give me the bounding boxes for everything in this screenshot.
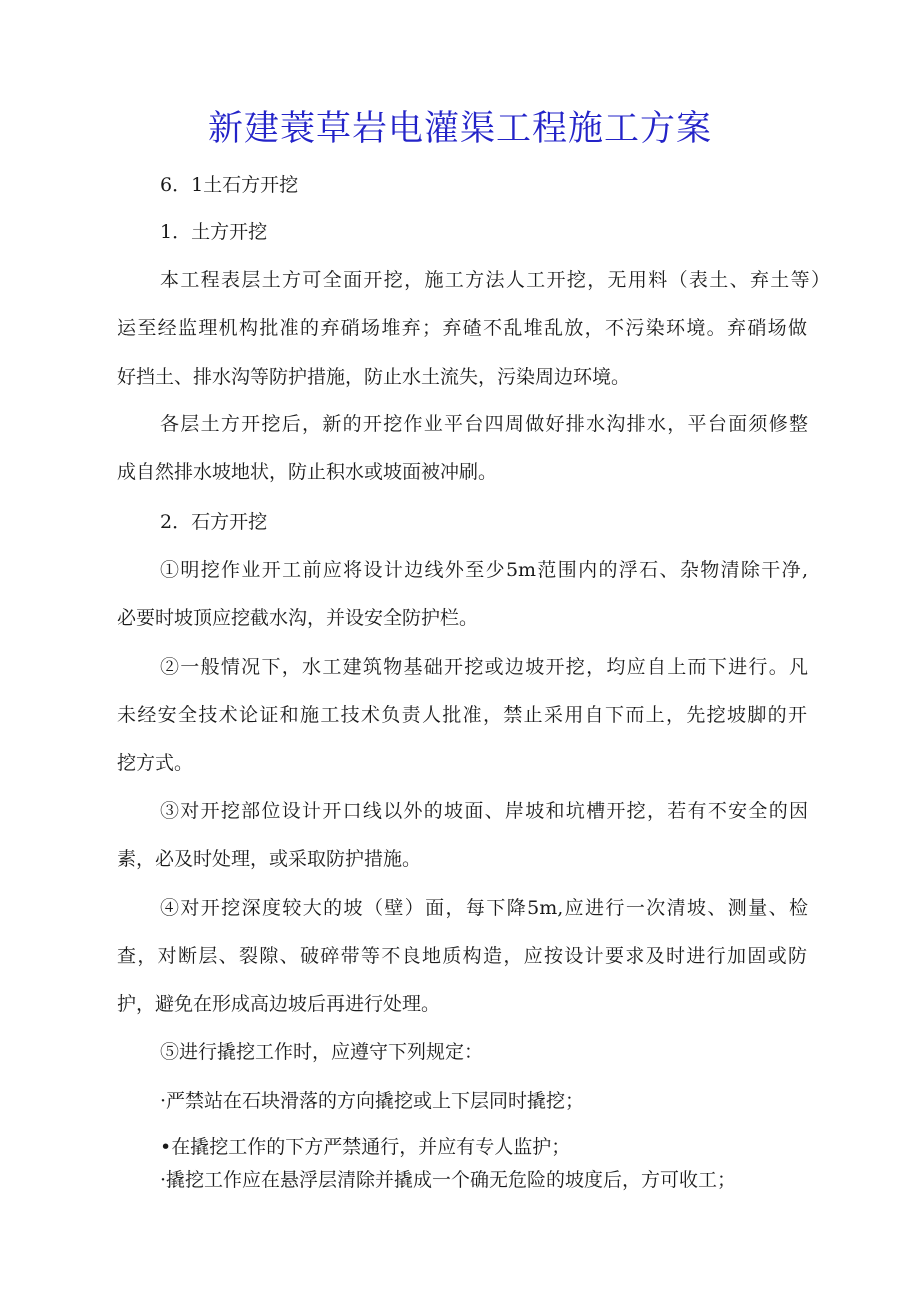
- list-item-line: 必要时坡顶应挖截水沟，并设安全防护栏。: [117, 607, 479, 629]
- document-title: 新建蓑草岩电灌渠工程施工方案: [207, 109, 712, 149]
- list-item-line: ②一般情况下，水工建筑物基础开挖或边坡开挖，均应自上而下进行。凡: [160, 656, 808, 678]
- paragraph-line: 本工程表层土方可全面开挖，施工方法人工开挖，无用料（表土、弃土等）: [160, 269, 830, 291]
- paragraph-line: 运至经监理机构批准的弃硝场堆弃；弃碴不乱堆乱放，不污染环境。弃硝场做: [117, 317, 807, 339]
- list-item-line: 素，必及时处理，或采取防护措施。: [117, 848, 422, 870]
- list-item-line: 未经安全技术论证和施工技术负责人批准，禁止采用自下而上，先挖坡脚的开: [117, 704, 807, 726]
- list-item-line: 护，避免在形成高边坡后再进行处理。: [117, 993, 441, 1015]
- list-item-line: ⑤进行撬挖工作时，应遵守下列规定：: [160, 1041, 484, 1063]
- bullet-item: •在撬挖工作的下方严禁通行，并应有专人监护；: [160, 1136, 571, 1158]
- paragraph-line: 各层土方开挖后，新的开挖作业平台四周做好排水沟排水，平台面须修整: [160, 413, 808, 435]
- list-item-line: ③对开挖部位设计开口线以外的坡面、岸坡和坑槽开挖，若有不安全的因: [160, 800, 808, 822]
- list-item-line: 查，对断层、裂隙、破碎带等不良地质构造，应按设计要求及时进行加固或防: [117, 945, 807, 967]
- bullet-item: ·撬挖工作应在悬浮层清除并撬成一个确无危险的坡度后，方可收工；: [160, 1169, 737, 1191]
- list-item-line: 挖方式。: [117, 752, 194, 774]
- list-item-line: ①明挖作业开工前应将设计边线外至少5m范围内的浮石、杂物清除干净,: [160, 559, 808, 581]
- list-item-line: ④对开挖深度较大的坡（壁）面，每下降5m,应进行一次清坡、测量、检: [160, 897, 808, 919]
- subsection-heading-rock: 2．石方开挖: [160, 511, 268, 533]
- subsection-heading-earth: 1．土方开挖: [160, 221, 268, 243]
- paragraph-line: 好挡土、排水沟等防护措施，防止水土流失，污染周边环境。: [117, 366, 631, 388]
- paragraph-line: 成自然排水坡地状，防止积水或坡面被冲刷。: [117, 461, 498, 483]
- bullet-item: ·严禁站在石块滑落的方向撬挖或上下层同时撬挖；: [160, 1090, 585, 1112]
- section-heading: 6．1土石方开挖: [160, 174, 299, 196]
